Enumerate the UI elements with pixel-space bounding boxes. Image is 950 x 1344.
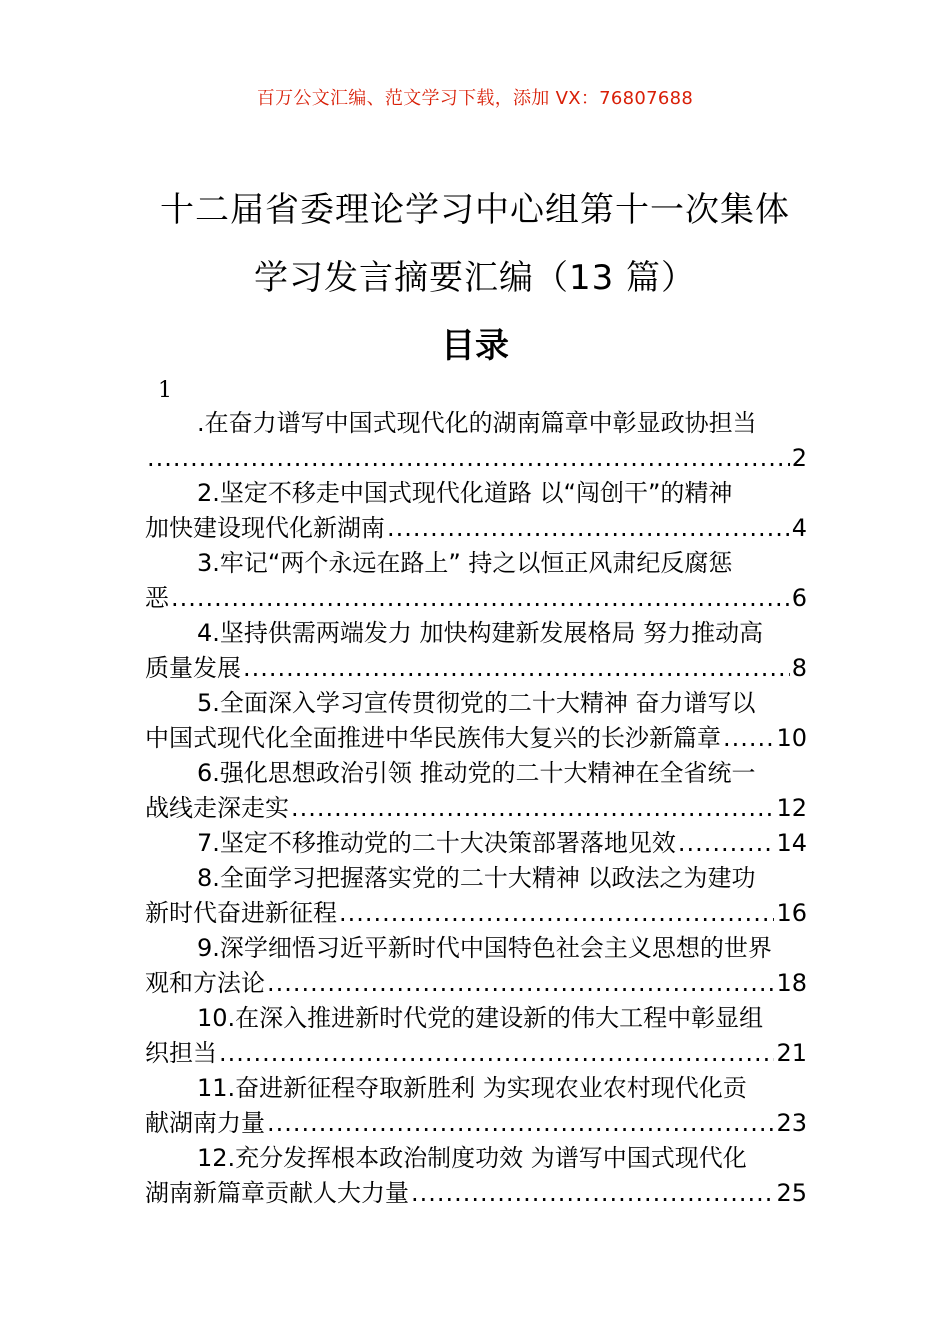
toc-entry[interactable] (145, 406, 807, 476)
toc-entry-title: 湖南新篇章贡献人大力量 (145, 1179, 409, 1207)
toc-entry-title: 10.在深入推进新时代党的建设新的伟大工程中彰显组 (197, 1004, 764, 1032)
toc-entry-title: 献湖南力量 (145, 1109, 265, 1137)
toc-entry-title: 4.坚持供需两端发力 加快构建新发展格局 努力推动高 (197, 619, 764, 647)
toc-page-number: 4 (791, 514, 807, 542)
toc-dot-leader (291, 791, 774, 826)
toc-dot-leader (387, 511, 790, 546)
toc-page-number: 18 (776, 969, 807, 997)
toc-entry[interactable] (145, 476, 807, 546)
toc-entry[interactable] (145, 931, 807, 1001)
toc-entry-title: .在奋力谱写中国式现代化的湖南篇章中彰显政协担当 (197, 409, 757, 437)
toc-entry-title: 恶 (145, 584, 169, 612)
toc-dot-leader (678, 826, 775, 861)
toc-entry-title: 6.强化思想政治引领 推动党的二十大精神在全省统一 (197, 759, 756, 787)
toc-page-number: 21 (776, 1039, 807, 1067)
toc-entry[interactable] (145, 756, 807, 826)
toc-entry-title: 加快建设现代化新湖南 (145, 514, 385, 542)
toc-entry-title: 质量发展 (145, 654, 241, 682)
toc-entry-title: 5.全面深入学习宣传贯彻党的二十大精神 奋力谱写以 (197, 689, 756, 717)
toc-entry-title: 织担当 (145, 1039, 217, 1067)
toc-dot-leader (219, 1036, 774, 1071)
toc-entry-title: 观和方法论 (145, 969, 265, 997)
document-title-line-2: 学习发言摘要汇编（13 篇） (253, 258, 697, 298)
toc-entry[interactable] (145, 1141, 807, 1211)
toc-page-number: 14 (776, 829, 807, 857)
download-banner: 百万公文汇编、范文学习下载，添加 VX：76807688 (256, 88, 694, 109)
toc-entry[interactable] (145, 616, 807, 686)
toc-page-number: 10 (776, 724, 807, 752)
toc-entry-title: 3.牢记“两个永远在路上” 持之以恒正风肃纪反腐惩 (197, 549, 733, 577)
toc-page-number: 12 (776, 794, 807, 822)
toc-entry[interactable] (145, 861, 807, 931)
toc-page-number: 23 (776, 1109, 807, 1137)
toc-entry[interactable] (145, 826, 807, 861)
toc-entry[interactable] (145, 546, 807, 616)
toc-dot-leader (411, 1176, 774, 1211)
toc-entry-title: 7.坚定不移推动党的二十大决策部署落地见效 (197, 829, 676, 857)
toc-entry-title: 中国式现代化全面推进中华民族伟大复兴的长沙新篇章 (145, 724, 721, 752)
toc-page-number: 8 (791, 654, 807, 682)
toc-page-number: 16 (776, 899, 807, 927)
toc-page-number: 6 (791, 584, 807, 612)
toc-dot-leader (243, 651, 790, 686)
table-of-contents (145, 406, 807, 1211)
toc-entry-title: 11.奋进新征程夺取新胜利 为实现农业农村现代化贡 (197, 1074, 747, 1102)
toc-entry[interactable] (145, 686, 807, 756)
toc-entry[interactable] (145, 1001, 807, 1071)
toc-entry-title: 新时代奋进新征程 (145, 899, 337, 927)
toc-dot-leader (171, 581, 790, 616)
toc-entry-title: 2.坚定不移走中国式现代化道路 以“闯创干”的精神 (197, 479, 733, 507)
toc-entry-title: 12.充分发挥根本政治制度功效 为谱写中国式现代化 (197, 1144, 747, 1172)
toc-dot-leader (267, 1106, 774, 1141)
toc-entry-title: 8.全面学习把握落实党的二十大精神 以政法之为建功 (197, 864, 756, 892)
toc-page-number: 2 (791, 444, 807, 472)
toc-dot-leader (267, 966, 774, 1001)
toc-entry-title: 战线走深走实 (145, 794, 289, 822)
toc-dot-leader (147, 441, 790, 476)
toc-stray-number: 1 (158, 378, 172, 403)
document-title-line-1: 十二届省委理论学习中心组第十一次集体 (160, 190, 790, 230)
toc-heading: 目录 (441, 326, 509, 366)
toc-page-number: 25 (776, 1179, 807, 1207)
toc-dot-leader (339, 896, 774, 931)
toc-dot-leader (723, 721, 774, 756)
toc-entry-title: 9.深学细悟习近平新时代中国特色社会主义思想的世界 (197, 934, 772, 962)
toc-entry[interactable] (145, 1071, 807, 1141)
